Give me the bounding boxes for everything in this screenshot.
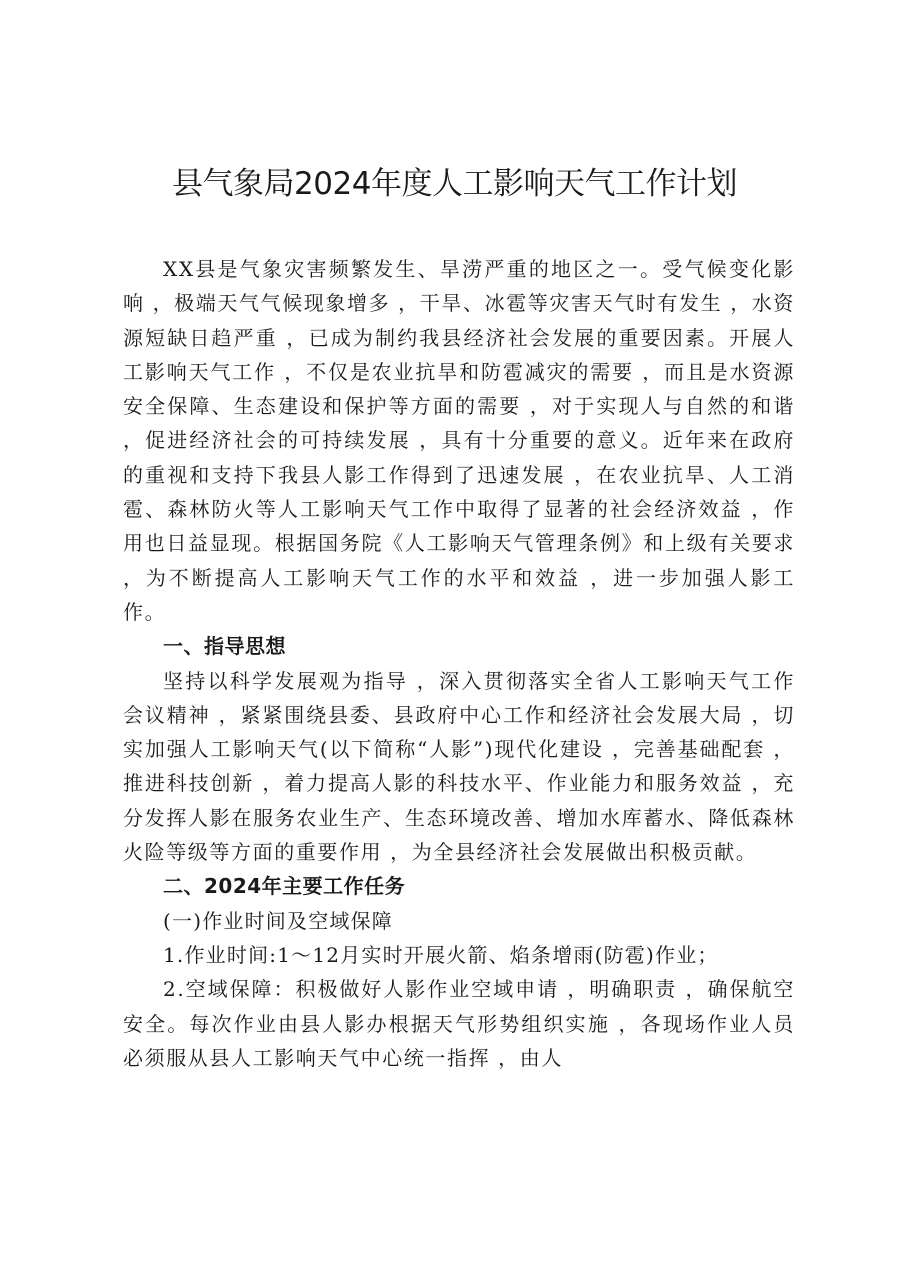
document-body [123,252,795,1075]
item-operation-time: 1.作业时间:1～12月实时开展火箭、焰条增雨(防雹)作业； [163,942,719,967]
document-title: 县气象局2024年度人工影响天气工作计划 [172,166,737,202]
item-airspace-guarantee: 2.空域保障：积极做好人影作业空域申请 ，明确职责 ，确保航空安全。每次作业由县人影办根据天气形势组织实施 ，各现场作业人员必须服从县人工影响天气中心统一指挥 ，由人 [123,977,795,1070]
subsection-heading-time-airspace: (一)作业时间及空域保障 [163,908,394,933]
guiding-ideology-paragraph: 坚持以科学发展观为指导 ，深入贯彻落实全省人工影响天气工作会议精神 ，紧紧围绕县委、县政府中心工作和经济社会发展大局 ，切实加强人工影响天气(以下简称“人影”)现代化建设 ，完善基础配套 ，推进科技创新 ，着力提高人影的科技水平、作业能力和服务效益 ，充分发挥人影在服务农业生产、生态环境改善、增加水库蓄水、降低森林火险等级等方面的重要作用 ，为全县经济社会发展做出积极贡献。 [123,668,795,865]
section-heading-main-tasks: 二、2024年主要工作任务 [163,874,406,899]
intro-paragraph: XX县是气象灾害频繁发生、旱涝严重的地区之一。受气候变化影响 ，极端天气气候现象增多 ，干旱、冰雹等灾害天气时有发生 ，水资源短缺日趋严重 ，已成为制约我县经济社会发展的重要因素。开展人工影响天气工作 ，不仅是农业抗旱和防雹减灾的需要 ，而且是水资源安全保障、生态建设和保护等方面的需要 ，对于实现人与自然的和谐 ，促进经济社会的可持续发展 ，具有十分重要的意义。近年来在政府的重视和支持下我县人影工作得到了迅速发展 ，在农业抗旱、人工消雹、森林防火等人工影响天气工作中取得了显著的社会经济效益 ，作用也日益显现。根据国务院《人工影响天气管理条例》和上级有关要求 ，为不断提高人工影响天气工作的水平和效益 ，进一步加强人影工作。 [123,257,795,624]
section-heading-guiding-ideology: 一、指导思想 [163,634,286,659]
